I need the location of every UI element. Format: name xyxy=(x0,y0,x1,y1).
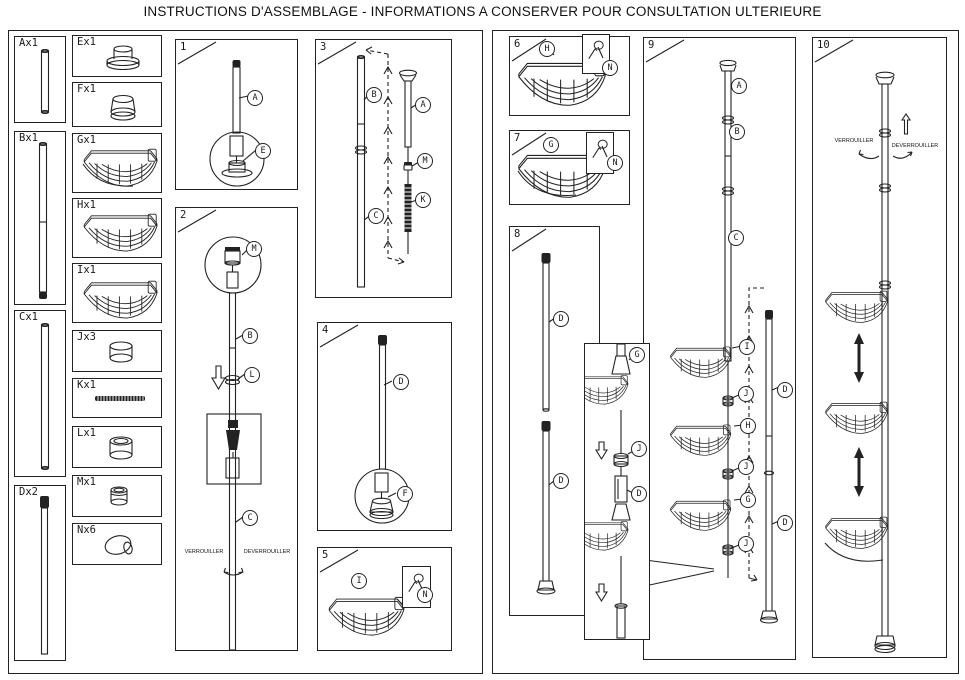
callout-j: J xyxy=(631,441,647,457)
part-box-n xyxy=(72,523,162,565)
step-number-3: 3 xyxy=(316,40,362,66)
step-4-drawing xyxy=(318,323,453,532)
detail-inset-stacking xyxy=(584,343,650,640)
callout-n: N xyxy=(607,155,623,171)
step-3-drawing xyxy=(316,40,453,299)
lock-label: VERROUILLER xyxy=(834,138,874,144)
callout-c: C xyxy=(368,208,384,224)
unlock-label: DEVERROUILLER xyxy=(243,549,291,555)
callout-b: B xyxy=(729,124,745,140)
step-panel-2 xyxy=(175,207,298,651)
callout-h: H xyxy=(740,418,756,434)
part-box-l xyxy=(72,426,162,468)
part-box-d xyxy=(14,485,66,661)
callout-c: C xyxy=(242,510,258,526)
page-title: INSTRUCTIONS D'ASSEMBLAGE - INFORMATIONS A CONSERVER POUR CONSULTATION ULTERIEURE xyxy=(143,4,822,19)
part-d-pole-drawing xyxy=(15,486,67,662)
callout-g: G xyxy=(543,137,559,153)
part-label-e: Ex1 xyxy=(77,36,96,48)
callout-f: F xyxy=(397,486,413,502)
callout-h: H xyxy=(539,41,555,57)
step-panel-9 xyxy=(643,37,796,660)
part-label-k: Kx1 xyxy=(77,379,96,391)
step-panel-5 xyxy=(317,547,452,651)
step-panel-6 xyxy=(509,36,630,116)
part-label-b: Bx1 xyxy=(19,132,38,144)
callout-d2: D xyxy=(553,473,569,489)
step-number-1: 1 xyxy=(176,40,222,66)
part-box-c xyxy=(14,310,66,477)
part-box-k xyxy=(72,378,162,418)
callout-j2: J xyxy=(738,459,754,475)
part-label-a: Ax1 xyxy=(19,37,38,49)
callout-c: C xyxy=(728,230,744,246)
step-panel-10 xyxy=(812,37,947,658)
part-box-a xyxy=(14,36,66,123)
step-number-5: 5 xyxy=(318,548,364,574)
part-label-l: Lx1 xyxy=(77,427,96,439)
part-label-i: Ix1 xyxy=(77,264,96,276)
part-box-m xyxy=(72,475,162,517)
callout-d: D xyxy=(631,486,647,502)
callout-j1: J xyxy=(738,386,754,402)
step-number-10: 10 xyxy=(813,38,859,64)
part-label-c: Cx1 xyxy=(19,311,38,323)
unlock-label: DEVERROUILLER xyxy=(891,143,939,149)
part-label-h: Hx1 xyxy=(77,199,96,211)
part-box-i xyxy=(72,263,162,323)
step-panel-1 xyxy=(175,39,298,190)
callout-a: A xyxy=(247,90,263,106)
callout-m: M xyxy=(417,153,433,169)
part-box-g xyxy=(72,133,162,193)
callout-a: A xyxy=(731,78,747,94)
callout-n: N xyxy=(417,587,433,603)
part-label-f: Fx1 xyxy=(77,83,96,95)
callout-d2: D xyxy=(777,515,793,531)
callout-b: B xyxy=(242,328,258,344)
callout-i: I xyxy=(351,573,367,589)
step-number-2: 2 xyxy=(176,208,222,234)
callout-n: N xyxy=(602,60,618,76)
step-panel-7 xyxy=(509,130,630,205)
callout-b: B xyxy=(366,87,382,103)
callout-d1: D xyxy=(553,311,569,327)
step-number-8: 8 xyxy=(510,227,556,253)
callout-i: I xyxy=(739,339,755,355)
callout-e: E xyxy=(255,143,271,159)
callout-d1: D xyxy=(777,382,793,398)
part-box-b xyxy=(14,131,66,305)
callout-g: G xyxy=(740,492,756,508)
step-number-4: 4 xyxy=(318,323,364,349)
lock-label: VERROUILLER xyxy=(184,549,224,555)
part-label-n: Nx6 xyxy=(77,524,96,536)
callout-g: G xyxy=(629,347,645,363)
part-b-pole-drawing xyxy=(15,132,67,306)
step-10-drawing xyxy=(813,38,948,659)
step-number-7: 7 xyxy=(510,131,556,157)
callout-j3: J xyxy=(738,536,754,552)
callout-l: L xyxy=(244,367,260,383)
callout-a: A xyxy=(415,97,431,113)
step-panel-3 xyxy=(315,39,452,298)
step-2-drawing xyxy=(176,208,299,652)
part-label-g: Gx1 xyxy=(77,134,96,146)
part-label-j: Jx3 xyxy=(77,331,96,343)
part-box-f xyxy=(72,82,162,127)
part-c-pole-drawing xyxy=(15,311,67,478)
part-box-j xyxy=(72,330,162,372)
part-box-h xyxy=(72,198,162,258)
step-number-9: 9 xyxy=(644,38,690,64)
step-panel-4 xyxy=(317,322,452,531)
part-label-d: Dx2 xyxy=(19,486,38,498)
step-9-drawing xyxy=(644,38,797,661)
step-number-6: 6 xyxy=(510,37,556,63)
part-a-pole-drawing xyxy=(15,37,67,124)
part-label-m: Mx1 xyxy=(77,476,96,488)
part-box-e xyxy=(72,35,162,77)
callout-k: K xyxy=(415,192,431,208)
callout-m: M xyxy=(246,241,262,257)
callout-d: D xyxy=(393,374,409,390)
